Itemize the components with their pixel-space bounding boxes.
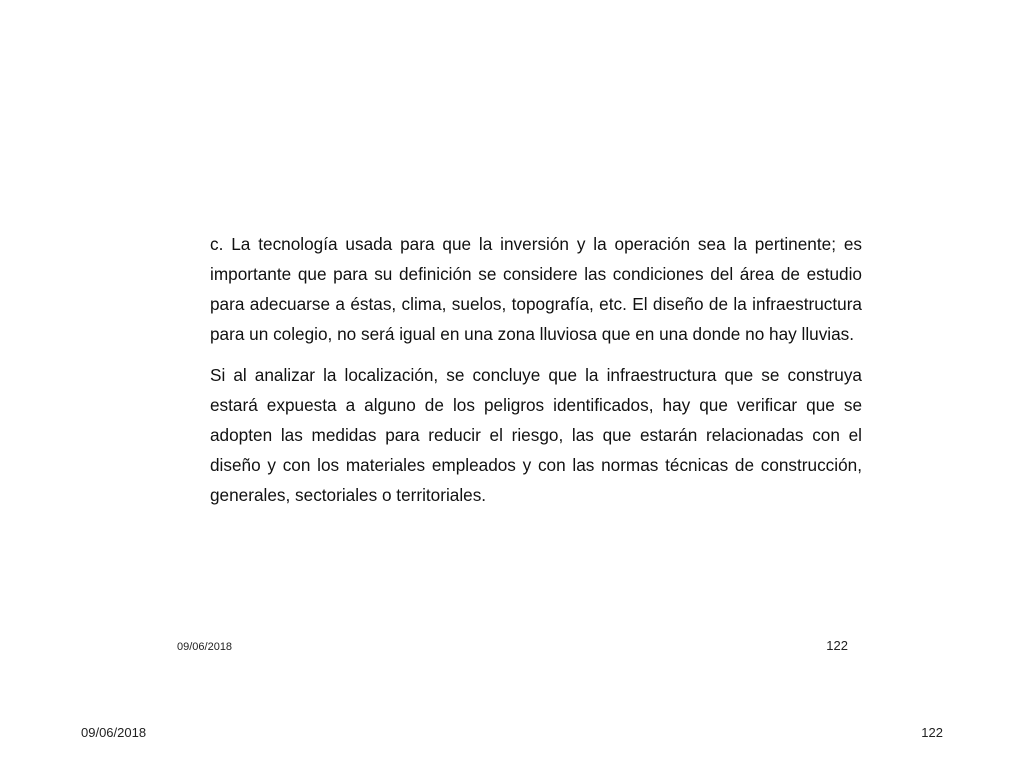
slide-footer-date: 09/06/2018: [177, 641, 233, 653]
slide-footer-page-number: 122: [826, 638, 848, 653]
slide-body-text: [210, 229, 862, 510]
page-footer-page-number: 122: [921, 725, 943, 740]
page-footer-date: 09/06/2018: [81, 725, 147, 740]
paragraph-risk: Si al analizar la localización, se concluye que la infraestructura que se construya estará expuesta a alguno de los peligros identificados, hay que verificar que se adopten las medidas para reducir el riesgo, las que estarán relacionadas con el diseño y con los materiales empleados y con las normas técnicas de construcción, generales, sectoriales o territoriales.: [210, 365, 862, 505]
paragraph-technology: c. La tecnología usada para que la inversión y la operación sea la pertinente; es importante que para su definición se considere las condiciones del área de estudio para adecuarse a éstas, clima, suelos, topografía, etc. El diseño de la infraestructura para un colegio, no será igual en una zona lluviosa que en una donde no hay lluvias.: [210, 234, 862, 344]
